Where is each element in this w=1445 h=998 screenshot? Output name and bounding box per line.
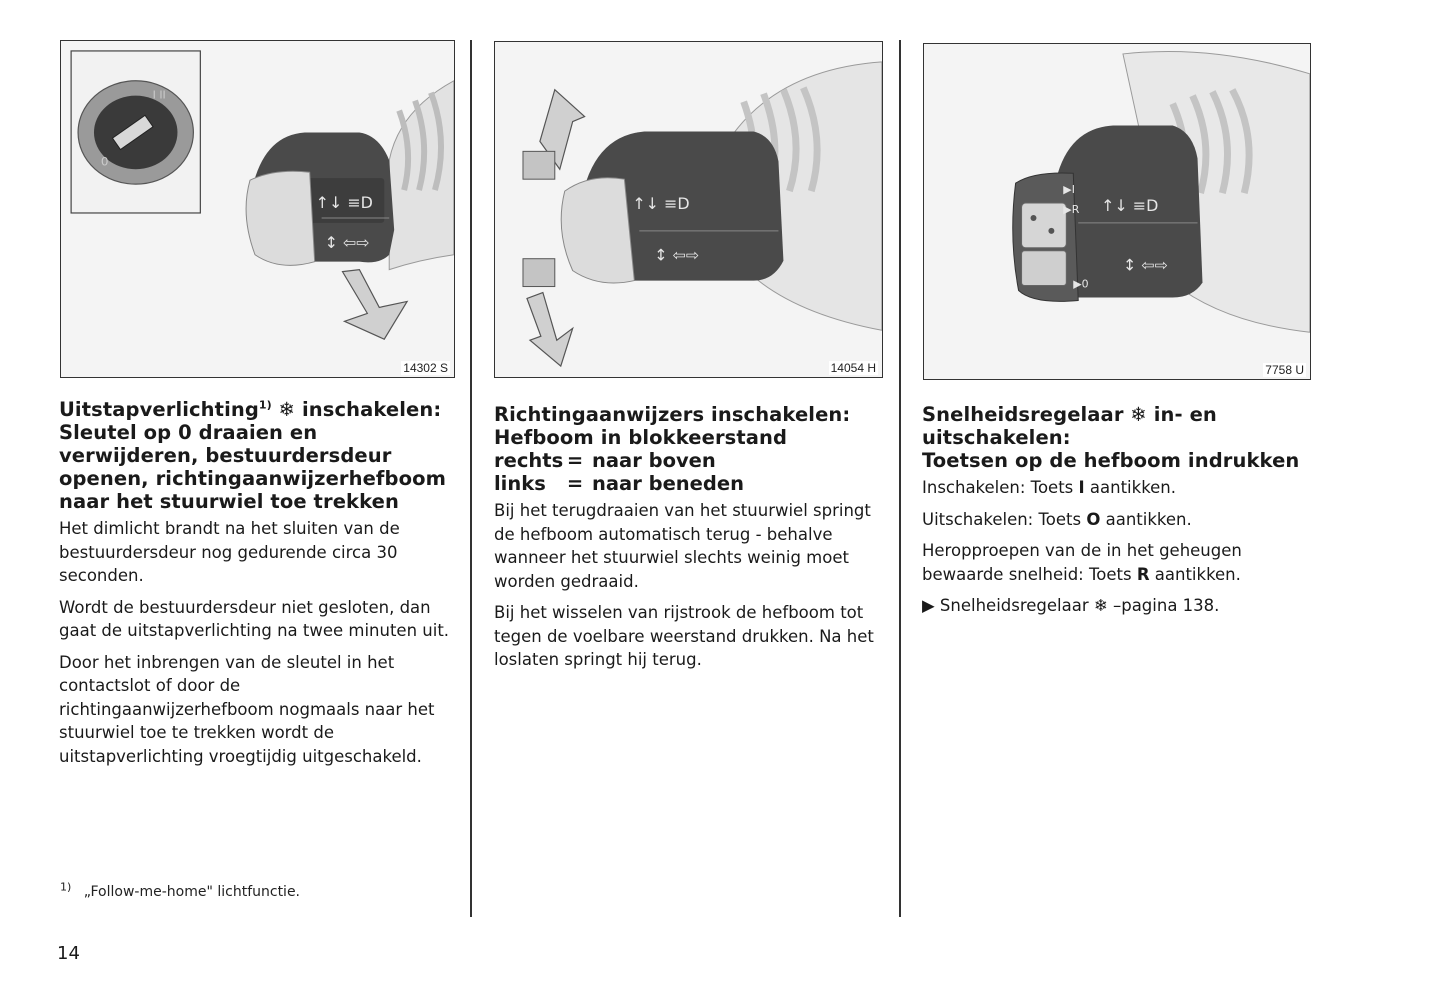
section-heading: Snelheidsregelaar ❄ in- en	[922, 403, 1217, 426]
direction-key: links	[494, 472, 546, 495]
section-subheading: Hefboom in blokkeerstand	[494, 426, 788, 449]
section-subheading: Sleutel op 0 draaien en verwijderen, bestuurdersdeur openen, richtingaanwijzerhefboom naar het stuurwiel toe trekken	[59, 421, 446, 513]
turn-signal-illustration	[495, 42, 882, 377]
equals-sign: =	[566, 449, 584, 472]
page-number: 14	[57, 943, 80, 964]
paragraph: Bij het terugdraaien van het stuurwiel springt de hefboom automatisch terug - behalve wanneer het stuurwiel slechts weinig moet worden gedraaid.	[494, 501, 871, 591]
figure-code: 14054 H	[830, 361, 876, 375]
svg-text:▶0: ▶0	[1073, 277, 1089, 291]
text: aantikken.	[1149, 564, 1241, 584]
figure-light-switch-exit-lighting	[60, 40, 455, 378]
paragraph: Wordt de bestuurdersdeur niet gesloten, dan gaat de uitstapverlichting na twee minuten uit.	[59, 597, 450, 640]
column-divider-2	[899, 40, 901, 917]
text: Uitschakelen: Toets	[922, 509, 1087, 529]
svg-text:↕ ⇦⇨: ↕ ⇦⇨	[1122, 255, 1168, 275]
key-label-R: R	[1136, 564, 1150, 584]
svg-text:▶R: ▶R	[1063, 202, 1080, 216]
figure-cruise-control-lever	[923, 43, 1311, 380]
key-label-I: I	[1078, 478, 1085, 497]
direction-row-right	[494, 449, 884, 472]
column-divider-1	[470, 40, 472, 917]
column-turn-signals	[494, 403, 884, 680]
svg-text:↑↓ ≡D: ↑↓ ≡D	[315, 193, 373, 213]
paragraph: Door het inbrengen van de sleutel in het contactslot of door de richtingaanwijzerhefboom nogmaals naar het stuurwiel toe te trekken wordt de uitstapverlichting vroegtijdig uitgeschakeld.	[59, 652, 435, 766]
direction-value: naar beneden	[592, 472, 744, 495]
cross-reference: ▶ Snelheidsregelaar ❄ –pagina 138.	[922, 596, 1220, 615]
paragraph	[922, 508, 1314, 532]
direction-value: naar boven	[592, 449, 716, 472]
footnote-text: „Follow-me-home" lichtfunctie.	[83, 884, 301, 900]
svg-text:I II: I II	[152, 88, 166, 102]
direction-row-left	[494, 472, 884, 495]
cruise-control-illustration	[924, 44, 1310, 379]
section-heading-cont: uitschakelen:	[922, 426, 1071, 449]
column-exit-lighting	[59, 398, 454, 776]
direction-key: rechts	[494, 449, 564, 472]
svg-text:▶I: ▶I	[1063, 183, 1075, 197]
svg-text:↑↓ ≡D: ↑↓ ≡D	[632, 194, 690, 214]
footnote	[60, 880, 301, 900]
heading-action: ❄ inschakelen:	[271, 398, 442, 421]
svg-text:↑↓ ≡D: ↑↓ ≡D	[1101, 196, 1159, 216]
equals-sign: =	[566, 472, 584, 495]
column-cruise-control	[922, 403, 1314, 626]
figure-code: 7758 U	[1265, 363, 1304, 377]
figure-turn-signal-lever	[494, 41, 883, 378]
exit-lighting-illustration	[61, 41, 454, 377]
paragraph	[922, 476, 1314, 500]
key-label-O: O	[1086, 509, 1101, 529]
figure-code: 14302 S	[403, 361, 448, 375]
section-heading: Richtingaanwijzers inschakelen:	[494, 403, 851, 426]
text: aantikken.	[1100, 509, 1192, 529]
svg-text:↕ ⇦⇨: ↕ ⇦⇨	[654, 245, 700, 265]
heading-title: Uitstapverlichting	[59, 398, 259, 421]
paragraph: Bij het wisselen van rijstrook de hefboom tot tegen de voelbare weerstand drukken. Na het loslaten springt hij terug.	[494, 603, 874, 669]
footnote-ref: 1)	[258, 398, 272, 412]
section-heading	[59, 398, 454, 421]
text: Heropproepen van de in het geheugen bewaarde snelheid: Toets	[922, 541, 1242, 584]
section-subheading: Toetsen op de hefboom indrukken	[922, 449, 1300, 472]
paragraph: Het dimlicht brandt na het sluiten van de bestuurdersdeur nog gedurende circa 30 seconden.	[59, 519, 400, 585]
text: Inschakelen: Toets	[922, 478, 1079, 497]
paragraph	[922, 539, 1314, 586]
svg-text:0: 0	[100, 154, 109, 169]
footnote-mark: 1)	[60, 880, 72, 894]
svg-text:↕ ⇦⇨: ↕ ⇦⇨	[324, 232, 370, 252]
text: aantikken.	[1084, 478, 1177, 497]
